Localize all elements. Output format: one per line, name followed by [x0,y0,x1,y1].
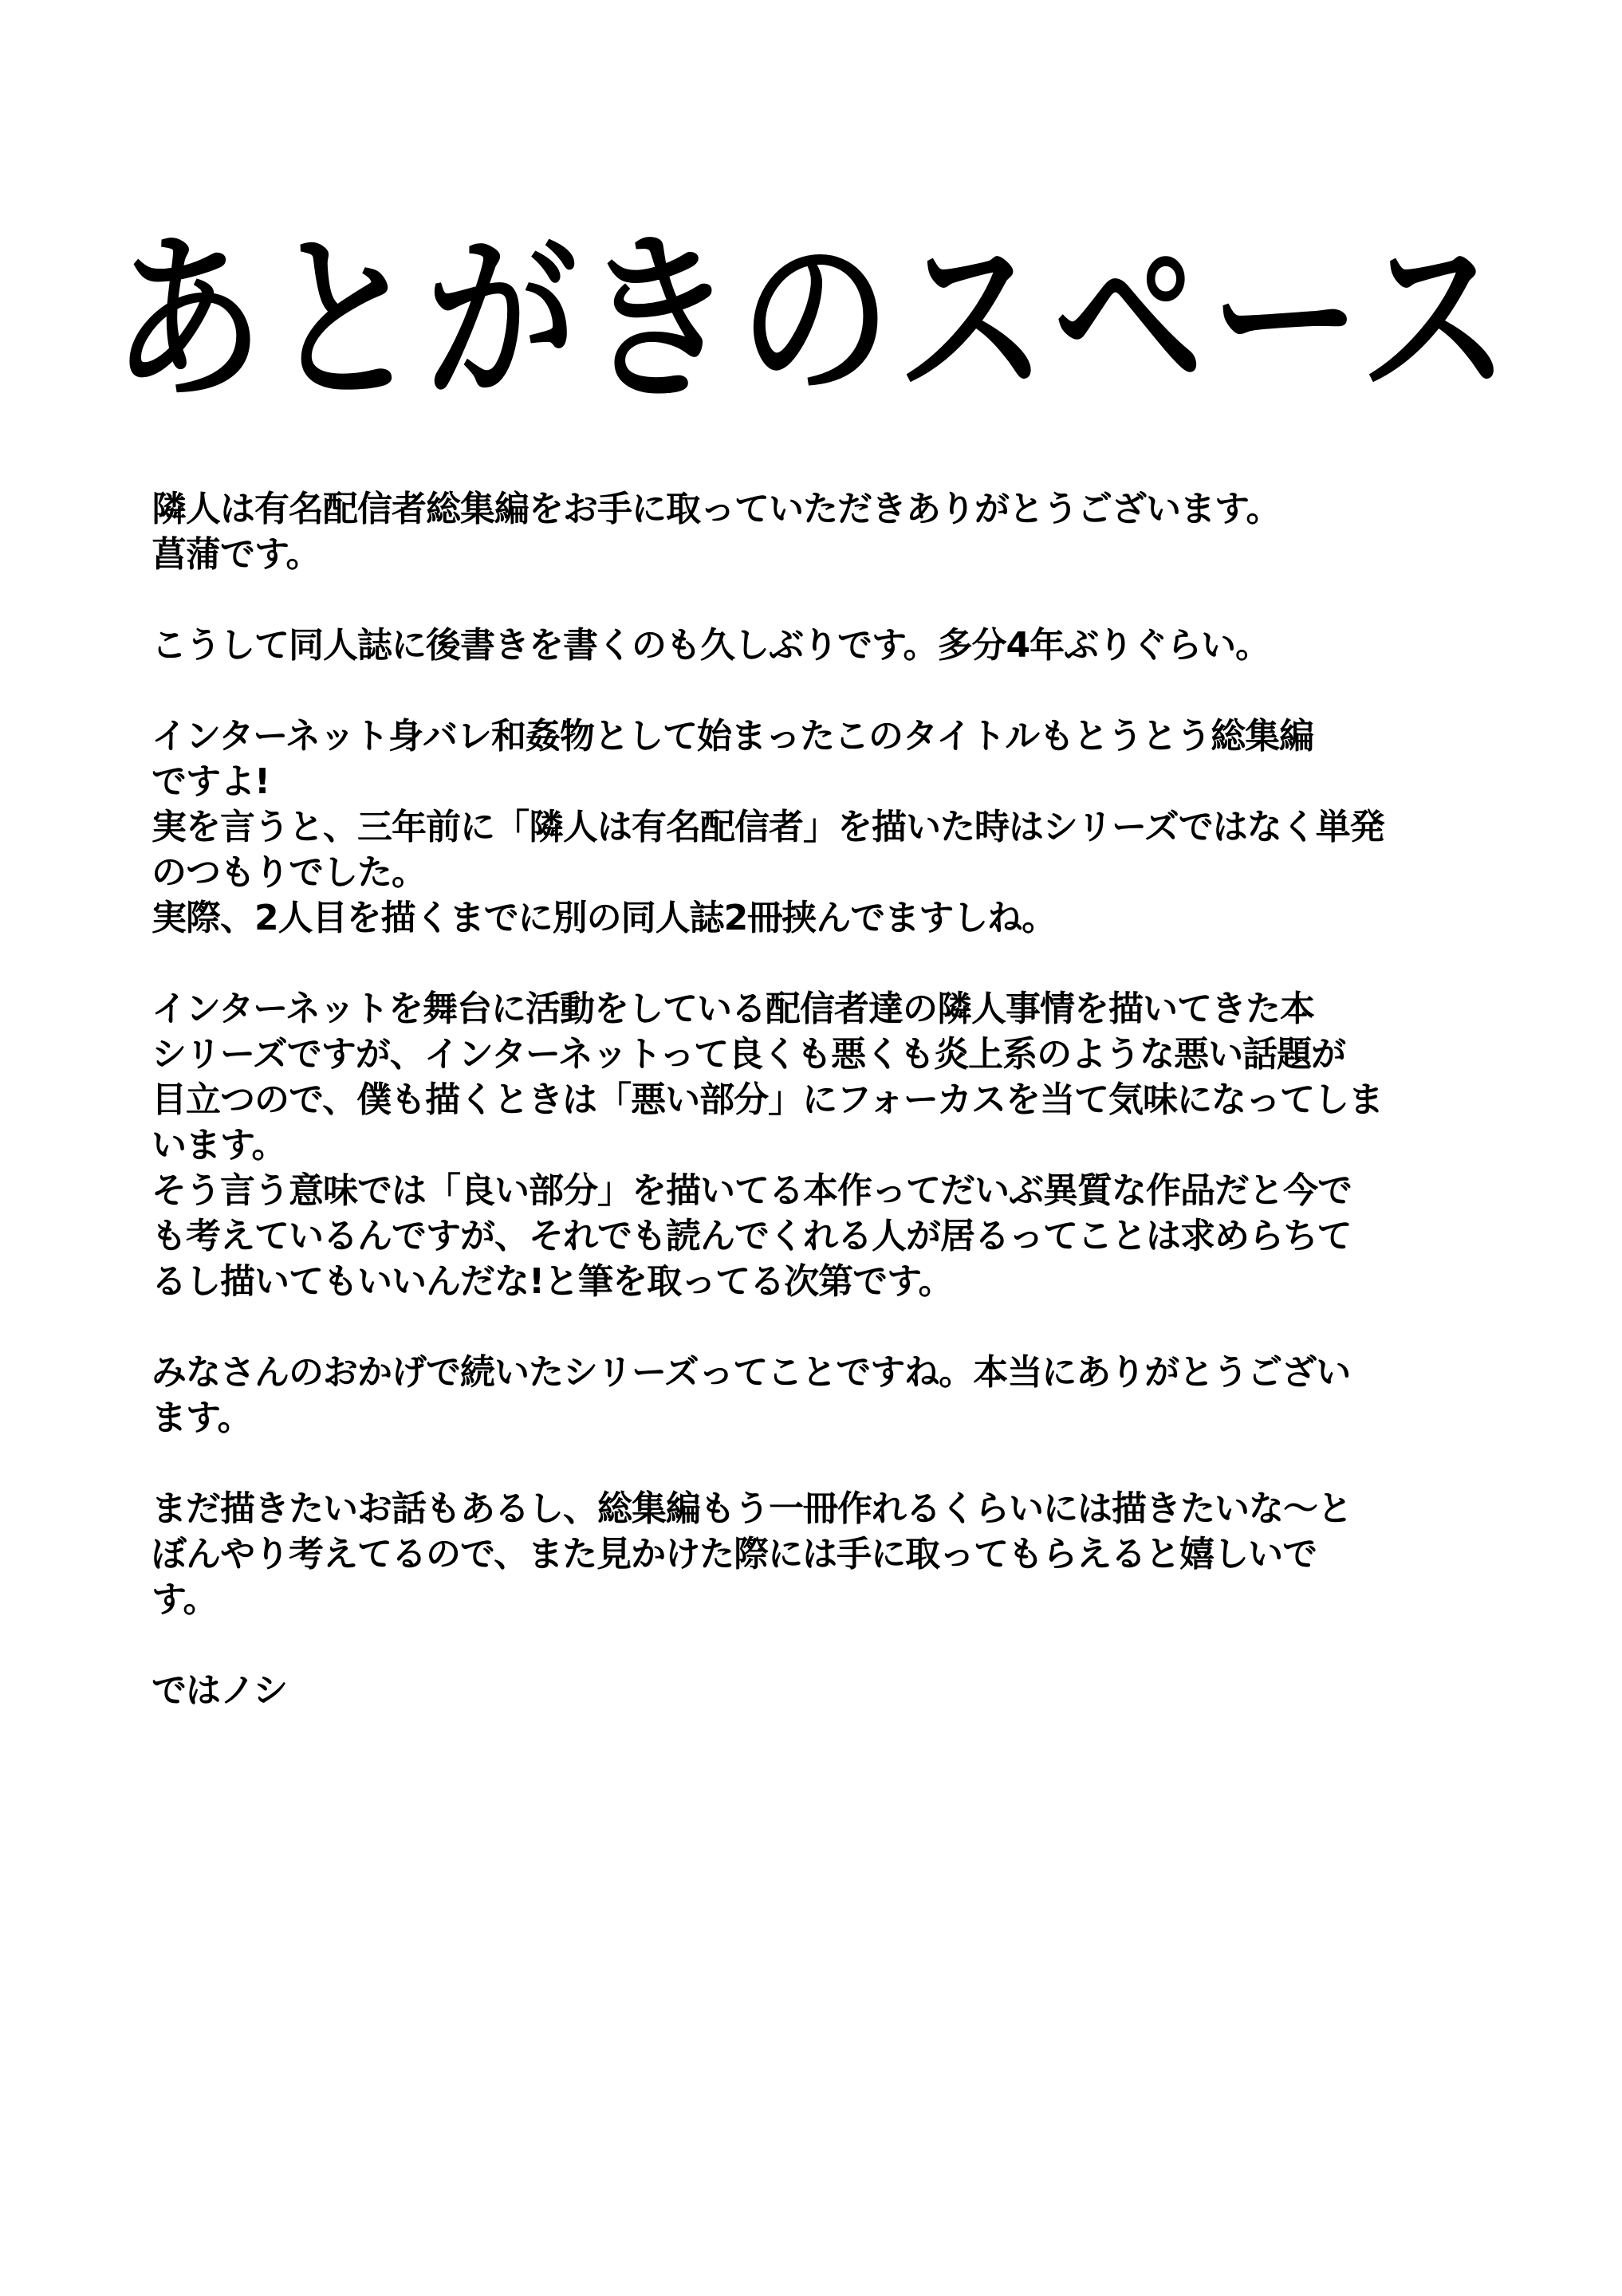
paragraph [152,714,1499,941]
text-line: ですよ! [152,761,270,802]
text-line: インターネットを舞台に活動をしている配信者達の隣人事情を描いてきた本 [152,989,1315,1029]
text-line: るし描いてもいいんだな!と筆を取ってる次第です。 [152,1261,953,1302]
page-title: あとがきのスペース [112,214,1515,426]
paragraph [152,1486,1499,1622]
text-line: みなさんのおかげで続いたシリーズってことですね。本当にありがとうござい [152,1352,1351,1393]
text-line: そう言う意味では「良い部分」を描いてる本作ってだいぶ異質な作品だと今で [152,1170,1352,1211]
text-line: まだ描きたいお話もあるし、総集編もう一冊作れるくらいには描きたいな〜と [152,1488,1352,1529]
text-line: シリーズですが、インターネットって良くも悪くも炎上系のような悪い話題が [152,1034,1346,1075]
paragraph [152,486,1499,577]
text-line: ぼんやり考えてるので、また見かけた際には手に取ってもらえると嬉しいで [152,1534,1317,1575]
paragraph [152,1668,1499,1713]
text-line: ではノシ [152,1670,288,1711]
paragraph [152,1350,1499,1441]
text-line: 実際、2人目を描くまでに別の同人誌2冊挟んでますしね。 [152,898,1057,938]
text-line: のつもりでした。 [152,852,426,893]
paragraph [152,623,1499,668]
text-line: 実を言うと、三年前に「隣人は有名配信者」を描いた時はシリーズではなく単発 [152,807,1384,847]
text-line: こうして同人誌に後書きを書くのも久しぶりです。多分4年ぶりぐらい。 [152,625,1270,666]
text-line: ます。 [152,1398,252,1438]
afterword-body [152,486,1499,1759]
text-line: インターネット身バレ和姦物として始まったこのタイトルもとうとう総集編 [152,716,1314,757]
handwritten-title [104,203,1523,442]
text-line: 隣人は有名配信者総集編をお手に取っていただきありがとうございます。 [152,489,1281,529]
text-line: す。 [152,1579,218,1620]
paragraph [152,986,1499,1304]
text-line: 菖蒲です。 [152,534,321,575]
text-line: 目立つので、僕も描くときは「悪い部分」にフォーカスを当て気味になってしま [152,1079,1384,1120]
title-area [104,203,1523,442]
text-line: います。 [152,1125,286,1166]
text-line: も考えているんですが、それでも読んでくれる人が居るってことは求めらちて [152,1216,1352,1256]
